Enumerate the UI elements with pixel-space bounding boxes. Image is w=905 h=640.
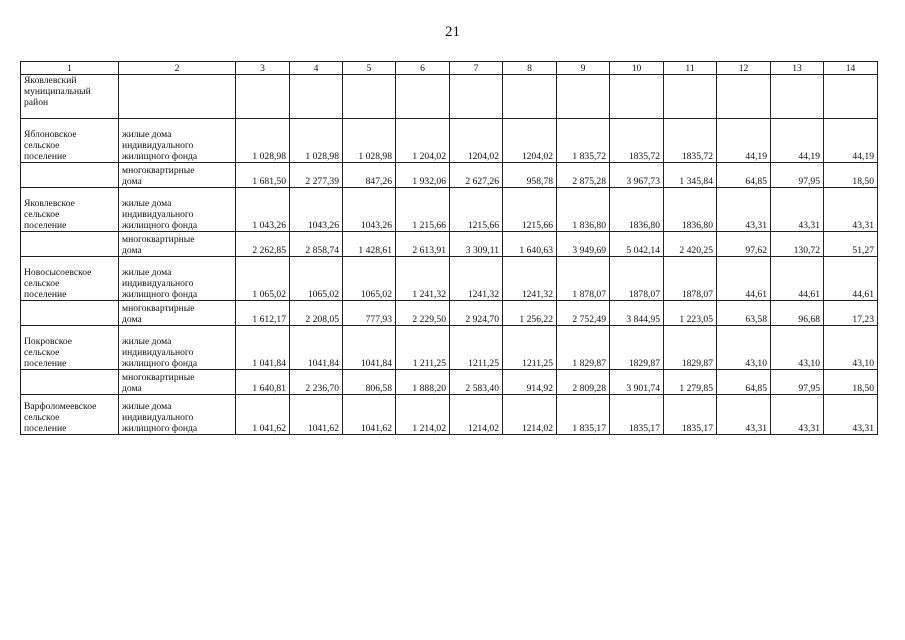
column-header-7: 7 [450,62,503,75]
column-header-10: 10 [610,62,664,75]
value-cell-col-14: 44,19 [824,119,878,163]
table-row [21,326,878,370]
value-cell-col-3: 1 681,50 [236,163,290,188]
empty-cell [610,75,664,119]
housing-type: многоквартирные дома [119,163,236,188]
value-cell-col-3: 1 041,84 [236,326,290,370]
settlement-name [21,232,119,257]
settlement-name [21,163,119,188]
value-cell-col-12: 43,10 [717,326,771,370]
empty-cell [557,75,610,119]
empty-cell [290,75,343,119]
value-cell-col-9: 3 949,69 [557,232,610,257]
value-cell-col-7: 3 309,11 [450,232,503,257]
value-cell-col-7: 1215,66 [450,188,503,232]
settlement-name: Яблоновское сельское поселение [21,119,119,163]
column-header-5: 5 [343,62,396,75]
value-cell-col-5: 1041,84 [343,326,396,370]
value-cell-col-11: 1829,87 [664,326,717,370]
settlement-name: Покровское сельское поселение [21,326,119,370]
value-cell-col-10: 1836,80 [610,188,664,232]
value-cell-col-6: 2 613,91 [396,232,450,257]
value-cell-col-8: 914,92 [503,370,557,395]
value-cell-col-12: 43,31 [717,188,771,232]
value-cell-col-13: 97,95 [771,370,824,395]
column-header-1: 1 [21,62,119,75]
column-header-2: 2 [119,62,236,75]
value-cell-col-14: 43,31 [824,395,878,435]
value-cell-col-12: 64,85 [717,370,771,395]
settlement-name: Яковлевское сельское поселение [21,188,119,232]
value-cell-col-14: 17,23 [824,301,878,326]
column-header-8: 8 [503,62,557,75]
empty-cell [119,75,236,119]
value-cell-col-8: 1 256,22 [503,301,557,326]
value-cell-col-12: 63,58 [717,301,771,326]
header-row [21,62,878,75]
value-cell-col-13: 44,61 [771,257,824,301]
table-row [21,301,878,326]
value-cell-col-9: 1 878,07 [557,257,610,301]
value-cell-col-3: 2 262,85 [236,232,290,257]
value-cell-col-7: 2 924,70 [450,301,503,326]
value-cell-col-3: 1 043,26 [236,188,290,232]
value-cell-col-3: 1 041,62 [236,395,290,435]
value-cell-col-10: 3 844,95 [610,301,664,326]
column-header-13: 13 [771,62,824,75]
table-row [21,163,878,188]
table-row [21,257,878,301]
value-cell-col-13: 43,31 [771,188,824,232]
empty-cell [664,75,717,119]
table-row [21,232,878,257]
settlement-name: Варфоломеевское сельское поселение [21,395,119,435]
value-cell-col-13: 96,68 [771,301,824,326]
value-cell-col-14: 18,50 [824,370,878,395]
district-row [21,75,878,119]
value-cell-col-4: 2 277,39 [290,163,343,188]
value-cell-col-9: 1 835,72 [557,119,610,163]
table-row [21,395,878,435]
value-cell-col-14: 44,61 [824,257,878,301]
value-cell-col-9: 1 835,17 [557,395,610,435]
column-header-4: 4 [290,62,343,75]
value-cell-col-3: 1 640,81 [236,370,290,395]
column-header-12: 12 [717,62,771,75]
empty-cell [503,75,557,119]
housing-type: жилые дома индивидуального жилищного фонда [119,257,236,301]
value-cell-col-13: 97,95 [771,163,824,188]
value-cell-col-12: 97,62 [717,232,771,257]
value-cell-col-7: 1241,32 [450,257,503,301]
value-cell-col-5: 1041,62 [343,395,396,435]
value-cell-col-8: 958,78 [503,163,557,188]
value-cell-col-10: 1835,17 [610,395,664,435]
housing-type: многоквартирные дома [119,301,236,326]
value-cell-col-4: 1041,62 [290,395,343,435]
empty-cell [717,75,771,119]
value-cell-col-4: 2 236,70 [290,370,343,395]
settlement-name: Новосысоевское сельское поселение [21,257,119,301]
housing-type: жилые дома индивидуального жилищного фонда [119,119,236,163]
value-cell-col-5: 1 028,98 [343,119,396,163]
value-cell-col-5: 1 428,61 [343,232,396,257]
value-cell-col-6: 1 211,25 [396,326,450,370]
value-cell-col-6: 1 214,02 [396,395,450,435]
value-cell-col-5: 1043,26 [343,188,396,232]
empty-cell [343,75,396,119]
column-header-9: 9 [557,62,610,75]
value-cell-col-5: 777,93 [343,301,396,326]
value-cell-col-10: 1878,07 [610,257,664,301]
value-cell-col-9: 1 836,80 [557,188,610,232]
value-cell-col-12: 43,31 [717,395,771,435]
value-cell-col-14: 43,31 [824,188,878,232]
column-header-14: 14 [824,62,878,75]
value-cell-col-11: 1835,17 [664,395,717,435]
housing-type: жилые дома индивидуального жилищного фонда [119,395,236,435]
value-cell-col-11: 1878,07 [664,257,717,301]
settlement-name [21,301,119,326]
value-cell-col-6: 1 932,06 [396,163,450,188]
column-header-3: 3 [236,62,290,75]
housing-type: жилые дома индивидуального жилищного фонда [119,326,236,370]
district-name: Яковлевский муниципальный район [21,75,119,119]
column-header-6: 6 [396,62,450,75]
empty-cell [396,75,450,119]
value-cell-col-8: 1214,02 [503,395,557,435]
value-cell-col-5: 806,58 [343,370,396,395]
empty-cell [824,75,878,119]
empty-cell [236,75,290,119]
value-cell-col-7: 1214,02 [450,395,503,435]
value-cell-col-9: 2 809,28 [557,370,610,395]
value-cell-col-13: 43,10 [771,326,824,370]
value-cell-col-3: 1 612,17 [236,301,290,326]
value-cell-col-14: 18,50 [824,163,878,188]
value-cell-col-8: 1215,66 [503,188,557,232]
value-cell-col-4: 1 028,98 [290,119,343,163]
value-cell-col-8: 1211,25 [503,326,557,370]
value-cell-col-11: 1 345,84 [664,163,717,188]
value-cell-col-11: 1836,80 [664,188,717,232]
value-cell-col-9: 1 829,87 [557,326,610,370]
value-cell-col-8: 1241,32 [503,257,557,301]
value-cell-col-4: 1065,02 [290,257,343,301]
value-cell-col-13: 43,31 [771,395,824,435]
empty-cell [771,75,824,119]
housing-type: многоквартирные дома [119,370,236,395]
value-cell-col-10: 1835,72 [610,119,664,163]
value-cell-col-9: 2 875,28 [557,163,610,188]
table-row [21,119,878,163]
value-cell-col-3: 1 065,02 [236,257,290,301]
value-cell-col-11: 1 223,05 [664,301,717,326]
value-cell-col-11: 2 420,25 [664,232,717,257]
value-cell-col-6: 1 204,02 [396,119,450,163]
tariff-table [20,61,878,435]
value-cell-col-9: 2 752,49 [557,301,610,326]
value-cell-col-11: 1835,72 [664,119,717,163]
value-cell-col-7: 1211,25 [450,326,503,370]
value-cell-col-6: 1 888,20 [396,370,450,395]
value-cell-col-5: 847,26 [343,163,396,188]
value-cell-col-4: 2 858,74 [290,232,343,257]
value-cell-col-6: 1 215,66 [396,188,450,232]
value-cell-col-12: 44,19 [717,119,771,163]
table-row [21,188,878,232]
value-cell-col-8: 1 640,63 [503,232,557,257]
settlement-name [21,370,119,395]
value-cell-col-7: 1204,02 [450,119,503,163]
value-cell-col-4: 1041,84 [290,326,343,370]
table-row [21,370,878,395]
value-cell-col-4: 2 208,05 [290,301,343,326]
value-cell-col-6: 1 241,32 [396,257,450,301]
page-number: 21 [445,24,460,40]
value-cell-col-10: 3 901,74 [610,370,664,395]
value-cell-col-8: 1204,02 [503,119,557,163]
value-cell-col-10: 5 042,14 [610,232,664,257]
value-cell-col-13: 130,72 [771,232,824,257]
value-cell-col-12: 64,85 [717,163,771,188]
housing-type: жилые дома индивидуального жилищного фонда [119,188,236,232]
value-cell-col-14: 51,27 [824,232,878,257]
value-cell-col-6: 2 229,50 [396,301,450,326]
value-cell-col-5: 1065,02 [343,257,396,301]
value-cell-col-7: 2 583,40 [450,370,503,395]
value-cell-col-4: 1043,26 [290,188,343,232]
value-cell-col-13: 44,19 [771,119,824,163]
value-cell-col-14: 43,10 [824,326,878,370]
value-cell-col-12: 44,61 [717,257,771,301]
empty-cell [450,75,503,119]
value-cell-col-3: 1 028,98 [236,119,290,163]
value-cell-col-10: 1829,87 [610,326,664,370]
value-cell-col-7: 2 627,26 [450,163,503,188]
column-header-11: 11 [664,62,717,75]
value-cell-col-10: 3 967,73 [610,163,664,188]
housing-type: многоквартирные дома [119,232,236,257]
value-cell-col-11: 1 279,85 [664,370,717,395]
